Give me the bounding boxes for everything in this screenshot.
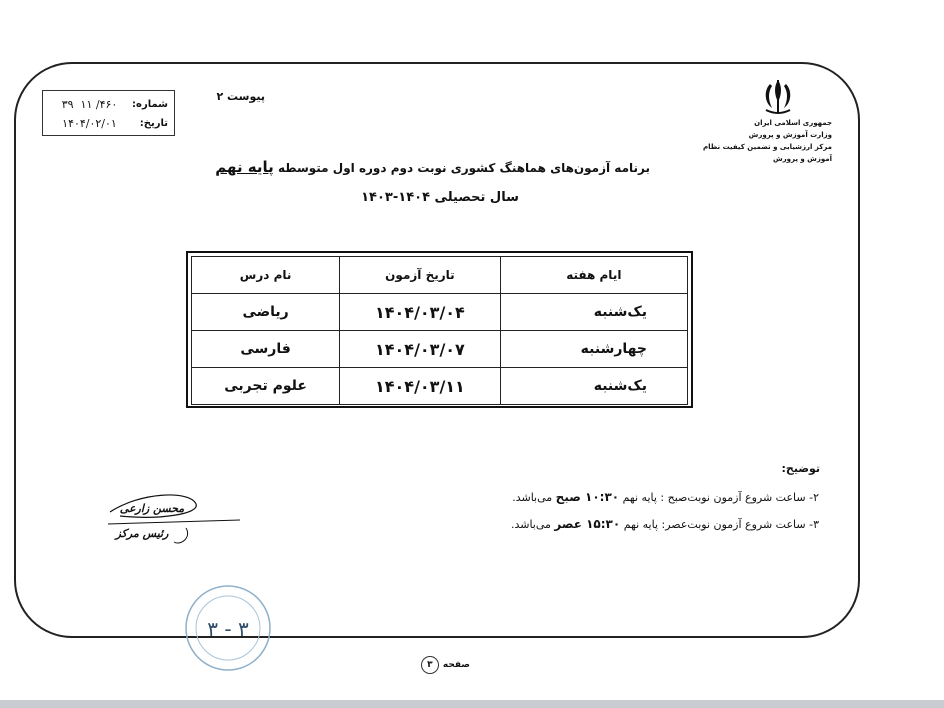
academic-year: سال تحصیلی ۱۴۰۴-۱۴۰۳ <box>361 190 519 205</box>
title-grade: پایه نهم <box>215 158 274 176</box>
org-line-center: مرکز ارزشیابی و تضمین کیفیت نظام <box>702 143 832 151</box>
reference-date-label: تاریخ: <box>139 117 168 129</box>
row-subject: فارسی <box>192 331 340 368</box>
table-header-row <box>192 257 688 294</box>
note-afternoon-end: می‌باشد. <box>510 518 555 531</box>
reference-number-value: ۴۶۰/ ۱۱ ۳۹ <box>61 97 118 111</box>
signatory-name: محسن زارعی <box>119 502 185 515</box>
table-row <box>192 294 688 331</box>
org-line-ministry: وزارت آموزش و پرورش <box>748 131 832 139</box>
note-afternoon <box>319 517 819 531</box>
note-afternoon-time: ۱۵:۳۰ عصر <box>554 517 621 531</box>
stamp-number: ۳ - ۳ <box>207 617 249 641</box>
note-morning-text: ۲- ساعت شروع آزمون نوبت‌صبح : پایه نهم <box>619 491 819 504</box>
row-date: ۱۴۰۴/۰۳/۰۴ <box>340 294 500 331</box>
reference-date-value: ۱۴۰۴/۰۲/۰۱ <box>62 116 117 130</box>
document-title <box>215 158 650 176</box>
exam-schedule-table <box>186 251 693 408</box>
scan-bottom-edge <box>0 700 944 708</box>
page-number-value: ۳ <box>421 656 439 674</box>
reference-number-row <box>49 95 168 113</box>
appendix-label: پیوست ۲ <box>216 90 265 103</box>
reference-date-row <box>49 114 168 132</box>
org-line-center-cont: آموزش و پرورش <box>772 155 832 163</box>
page-label: صفحه <box>442 660 470 670</box>
row-date: ۱۴۰۴/۰۳/۰۷ <box>340 331 500 368</box>
signature-scribble <box>100 490 250 550</box>
reference-number-label: شماره: <box>132 98 168 110</box>
header-subject: نام درس <box>192 257 340 294</box>
page-number <box>390 656 470 674</box>
reference-box <box>42 90 175 136</box>
note-afternoon-text: ۳- ساعت شروع آزمون نوبت‌عصر: پایه نهم <box>620 518 819 531</box>
official-stamp <box>180 582 276 674</box>
note-morning-time: ۱۰:۳۰ صبح <box>555 490 620 504</box>
org-line-country: جمهوری اسلامی ایران <box>754 119 832 127</box>
row-subject: علوم تجربی <box>192 368 340 405</box>
row-subject: ریاضی <box>192 294 340 331</box>
table-row <box>192 368 688 405</box>
iran-emblem-icon <box>758 76 798 118</box>
note-morning <box>319 490 819 504</box>
signatory-title: رئیس مرکز <box>115 527 169 540</box>
header-exam-date: تاریخ آزمون <box>340 257 500 294</box>
table-row <box>192 331 688 368</box>
row-day: چهارشنبه <box>500 331 687 368</box>
row-day: یک‌شنبه <box>500 294 687 331</box>
title-main: برنامه آزمون‌های هماهنگ کشوری نوبت دوم دوره اول متوسطه <box>277 161 650 175</box>
notes-heading: توضیح: <box>781 462 820 475</box>
header-weekday: ایام هفته <box>500 257 687 294</box>
note-morning-end: می‌باشد. <box>512 491 556 504</box>
row-date: ۱۴۰۴/۰۳/۱۱ <box>340 368 500 405</box>
row-day: یک‌شنبه <box>500 368 687 405</box>
organization-header <box>692 117 832 165</box>
